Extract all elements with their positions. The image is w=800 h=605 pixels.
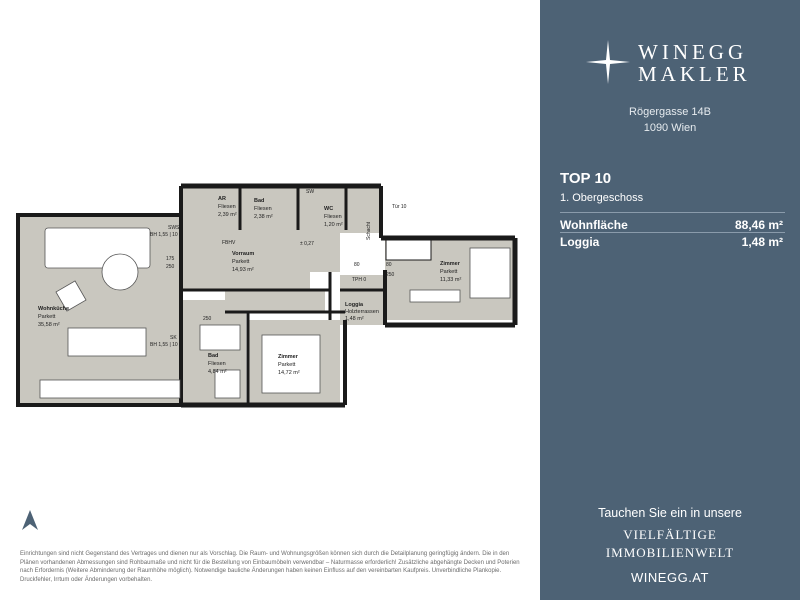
website-link[interactable]: WINEGG.AT (631, 570, 709, 585)
tpp-label: TPH 0 (352, 277, 367, 283)
room-label-vorraum: Vorraum (232, 251, 255, 257)
room-label-wc: WC (324, 206, 334, 212)
kitchen-counter (40, 380, 180, 398)
room-label-zimmer-bottom: Zimmer (278, 354, 298, 360)
parapet-label-2: BH 1,55 | 10 (150, 232, 178, 238)
room-label-wohnkueche-area: 35,58 m² (38, 322, 60, 328)
dim-label: 80 (354, 262, 360, 268)
info-sidebar (540, 0, 800, 600)
dim-label: 250 (203, 316, 212, 322)
room-label-zimmer-right: Zimmer (440, 261, 460, 267)
room-label-bad-top-area: 2,38 m² (254, 214, 273, 220)
parapet-label-1: SWS (168, 225, 180, 231)
room-label-ar-area: 2,39 m² (218, 212, 237, 218)
room-label-loggia: Loggia (345, 302, 364, 308)
unit-title: TOP 10 (560, 170, 612, 187)
tagline-line2: VIELFÄLTIGE (623, 527, 717, 542)
room-label-wohnkueche: Wohnküche (38, 306, 70, 312)
desk (410, 290, 460, 302)
disclaimer-text: Einrichtungen sind nicht Gegenstand des Vertrages und dienen nur als Vorschlag. Die Raum- und Wohnungsgrößen können sich durch die Detailplanung geringfügig ändern. Die in den Plänen vorhandenen Abmessungen sind Rohbaumaße und nicht für die Bestellung von Einbaumöbeln verwendbar – Naturmasse erforderlich! Zusätzliche abgehängte Decken und Poterien nach Erfordernis (Weitere Abminderung der Raumhöhe möglich). Notwendige bauliche Änderungen haben keinen Einfluss auf den vereinbarten Kaufpreis. Unverbindliche Plankopie. Druckfehler, Irrtum oder Änderungen vorbehalten. (20, 551, 520, 583)
address-city: 1090 Wien (643, 122, 697, 134)
bed-right (470, 248, 510, 298)
room-label-bad-bottom-area: 4,84 m² (208, 369, 227, 375)
tagline-line3: IMMOBILIENWELT (605, 545, 735, 560)
room-label-zimmer-right-floor: Parkett (440, 269, 458, 275)
area-value-loggia: 1,48 m² (741, 235, 783, 249)
dining-table (68, 328, 146, 356)
divider (560, 212, 785, 213)
divider (560, 232, 785, 233)
room-label-bad-bottom-floor: Fliesen (208, 361, 226, 367)
room-label-vorraum-area: 14,93 m² (232, 267, 254, 273)
brand-name-line2: MAKLER (638, 62, 751, 86)
room-label-bad-bottom: Bad (208, 353, 219, 359)
room-label-ar-floor: Fliesen (218, 204, 236, 210)
brand-name-line1: WINEGG (638, 40, 748, 64)
height-label: ± 0,27 (300, 241, 314, 247)
shaft-label: Schacht (366, 221, 372, 240)
dim-label: 80 (386, 262, 392, 268)
north-arrow-icon (22, 510, 38, 530)
dim-label: 175 (166, 256, 175, 262)
parapet-label-3: SK (170, 335, 177, 341)
brand-logo (580, 40, 780, 90)
address-street: Rögergasse 14B (629, 106, 711, 118)
room-label-loggia-area: 1,48 m² (345, 316, 364, 322)
room-label-zimmer-bottom-area: 14,72 m² (278, 370, 300, 376)
room-label-bad-top-floor: Fliesen (254, 206, 272, 212)
bathtub (200, 325, 240, 350)
sw-label: SW (306, 189, 315, 195)
room-label-bad-top: Bad (254, 198, 265, 204)
round-table (102, 254, 138, 290)
room-label-ar: AR (218, 196, 226, 202)
dim-label: 250 (386, 272, 395, 278)
room-label-zimmer-bottom-floor: Parkett (278, 362, 296, 368)
room-label-loggia-floor: Holzterrassen (345, 309, 379, 315)
tagline-line1: Tauchen Sie ein in unsere (598, 506, 742, 520)
room-label-wc-floor: Fliesen (324, 214, 342, 220)
fbhv-label: FBHV (222, 240, 236, 246)
room-label-zimmer-right-area: 11,33 m² (440, 277, 462, 283)
area-label-loggia: Loggia (560, 235, 600, 249)
area-value-wohnflaeche: 88,46 m² (734, 218, 783, 232)
unit-floor: 1. Obergeschoss (560, 192, 644, 204)
compass-star-icon (586, 40, 630, 84)
area-label-wohnflaeche: Wohnfläche (560, 218, 628, 232)
parapet-label-4: BH 1,55 | 10 (150, 342, 178, 348)
room-label-vorraum-floor: Parkett (232, 259, 250, 265)
vorraum-room (181, 188, 381, 290)
room-label-wc-area: 1,20 m² (324, 222, 343, 228)
room-label-wohnkueche-floor: Parkett (38, 314, 56, 320)
entry-label: Tür 10 (392, 204, 407, 210)
dim-label: 250 (166, 264, 175, 270)
